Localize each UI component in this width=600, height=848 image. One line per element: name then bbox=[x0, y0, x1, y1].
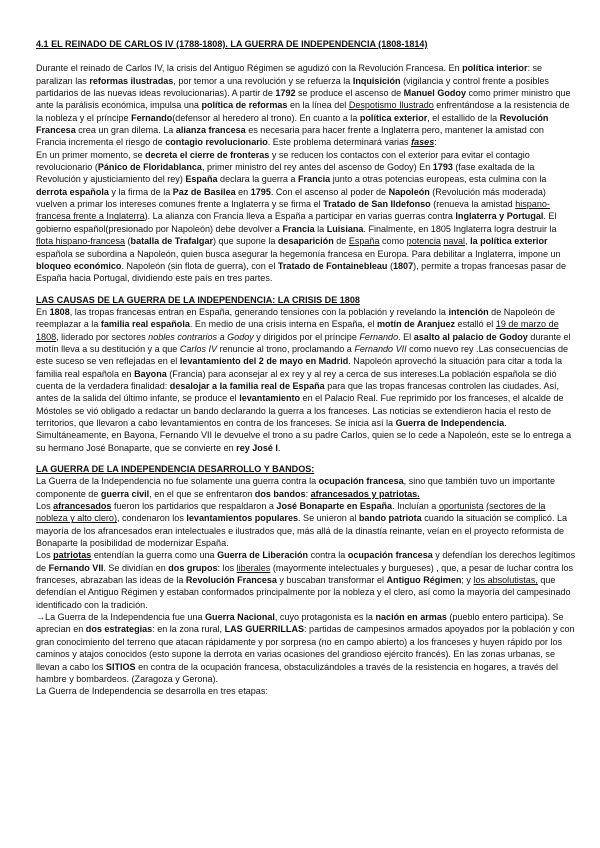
bold-term: política de reformas bbox=[201, 100, 288, 111]
text-run: es necesaria para hacer frente a Inglaterra pero, mantener la amistad con Francia incrementa el riesgo de bbox=[36, 125, 544, 148]
italic-term: nobles contrarios a Godoy bbox=[148, 331, 254, 342]
text-run: . Este problema determinará varias bbox=[267, 137, 412, 148]
text-run: , las tropas francesas entran en España, generando tensiones con la población y revelando la bbox=[69, 306, 449, 317]
bold-term: batalla de Trafalgar bbox=[130, 236, 214, 247]
bold-term: la política exterior bbox=[470, 236, 548, 247]
bold-term: levantamiento del 2 de mayo en Madrid bbox=[179, 356, 349, 367]
text-run: ( bbox=[387, 260, 393, 271]
bold-term: contagio revolucionario bbox=[165, 137, 268, 148]
underlined-term: hispano-francesa frente a Inglaterra bbox=[36, 199, 550, 222]
bold-term: Inglaterra y Portugal bbox=[455, 211, 544, 222]
text-run: . Simultáneamente, en Bayona, Fernando VII le devuelve el trono a su padre Carlos, quien se lo cede a Napoleón, este se lo entrega a su hermano José Bonaparte, que se convierte en bbox=[36, 417, 572, 453]
text-run: (vigilancia y control frente a posibles partidarios de las nuevas ideas revolucionarias). A partir de bbox=[36, 75, 549, 99]
bold-term: Guerra de Independencia bbox=[395, 417, 505, 428]
paragraph-tres-etapas bbox=[36, 685, 576, 697]
section-title-reinado-carlos-iv: 4.1 EL REINADO DE CARLOS IV (1788-1808). LA GUERRA DE INDEPENDENCIA (1808-1814) bbox=[36, 39, 428, 49]
underlined-term: (sectores de la nobleza y alto clero) bbox=[36, 501, 546, 524]
bold-term: Revolución Francesa bbox=[185, 575, 277, 586]
text-run: La Guerra de Independencia se desarrolla en tres etapas: bbox=[36, 686, 268, 697]
text-run: , por temor a una revolución y se refuerza la bbox=[173, 75, 353, 86]
text-run: . Incluían a bbox=[392, 501, 439, 512]
bold-term: dos grupos bbox=[168, 562, 218, 573]
paragraph-fases-politica-exterior bbox=[36, 149, 576, 285]
bold-term: decreta el cierre de fronteras bbox=[145, 149, 270, 160]
text-run: Durante el reinado de Carlos IV, la crisis del Antiguo Régimen se agudizó con la Revolución Francesa. En bbox=[36, 63, 463, 74]
bold-term: Guerra de Liberación bbox=[217, 550, 309, 561]
bold-term: Antiguo Régimen bbox=[386, 575, 462, 586]
bold-term: política interior bbox=[462, 63, 528, 74]
text-run: . Napoleón aprovechó la situación para citar a toda la familia real española en bbox=[36, 356, 563, 379]
bold-term: motín de Aranjuez bbox=[376, 319, 456, 330]
text-run: →La Guerra de la Independencia fue una bbox=[36, 612, 205, 623]
text-run: cuando la situación se complicó. La mayoría de los afrancesados eran intelectuales e ilustrados que, más allá de la dinastía reinante, veían en el proyecto reformista de Bonaparte la posibilidad de modernizar España. bbox=[36, 513, 568, 549]
bold-term: Guerra Nacional bbox=[205, 612, 275, 623]
text-run: , sino que también tuvo un importante componente de bbox=[36, 476, 556, 499]
text-run: . En medio de una crisis interna en España, el bbox=[189, 319, 377, 330]
text-run: . Se dividían en bbox=[103, 562, 169, 573]
text-run: crea un gran dilema. La bbox=[75, 125, 176, 136]
bold-term: 1808 bbox=[49, 306, 70, 317]
text-run: . El bbox=[398, 331, 414, 342]
bold-term: Francia bbox=[282, 223, 315, 234]
text-run: (renueva la amistad bbox=[430, 199, 516, 210]
bold-term: 1795 bbox=[250, 186, 271, 197]
text-run: como bbox=[379, 236, 407, 247]
text-run: Los bbox=[36, 550, 54, 561]
bold-term: Pánico de Floridablanca bbox=[97, 162, 202, 173]
underlined-term: oportunista bbox=[438, 501, 484, 512]
bold-term: Fernando VII bbox=[48, 562, 104, 573]
text-run: , cuyo protagonista es la bbox=[274, 612, 376, 623]
bold-term: Napoleón bbox=[388, 186, 430, 197]
text-run: que defendían el Antiguo Régimen y estaban conformados principalmente por la nobleza y el clero, así como la mayoría del campesinado identificado con la tradición. bbox=[36, 575, 571, 610]
text-run: entendían la guerra como una bbox=[91, 550, 218, 561]
text-run: en el Palacio Real. Fue reprimido por los franceses, el alcalde de Móstoles se vió obligado a redactar un bando declarando la guerra a los franceses. Las noticias se extendieron hacia el resto de territorios, que llevaron a cabo levantamientos en contra de los franceses. Se inicia así la bbox=[36, 393, 564, 428]
bold-term: rey José I bbox=[236, 442, 278, 453]
text-run: , el estallido de la bbox=[427, 112, 500, 123]
text-run: en contra de la ocupación francesa, obstaculizándoles a través de la resistencia en hogares, a través del hambre y bombardeos. (Zaragoza y Gerona). bbox=[36, 661, 559, 684]
paragraph-patriotas bbox=[36, 549, 576, 611]
text-run: fueron los partidarios que respaldaron a bbox=[111, 501, 277, 512]
text-run: de bbox=[333, 236, 349, 247]
text-run: renuncie al trono, proclamando a bbox=[217, 343, 355, 354]
bold-term: desalojar a la familia real de España bbox=[169, 380, 325, 391]
underlined-term: flota hispano-francesa bbox=[36, 236, 126, 247]
text-run: declara la guerra a bbox=[217, 174, 298, 185]
bold-term: Luisiana bbox=[326, 223, 364, 234]
text-run: la bbox=[314, 223, 327, 234]
text-run: , condenaron los bbox=[116, 513, 187, 524]
underlined-term: España bbox=[348, 236, 380, 247]
bold-term: Tratado de San Ildefonso bbox=[323, 199, 431, 210]
italic-term: Fernando bbox=[359, 331, 399, 342]
bold-term: derrota española bbox=[36, 186, 109, 197]
text-run: ( bbox=[125, 236, 131, 247]
text-run: . bbox=[277, 442, 281, 453]
text-run: , bbox=[465, 236, 471, 247]
text-run: . Se unieron al bbox=[298, 513, 359, 524]
underlined-term: 19 de marzo de 1808 bbox=[36, 319, 559, 342]
paragraph-politica-carlos-iv bbox=[36, 62, 576, 148]
bold-term: reformas ilustradas bbox=[89, 75, 174, 86]
paragraph-dos-bandos bbox=[36, 475, 576, 500]
bold-term: Bayona bbox=[134, 368, 167, 379]
section-title-desarrollo-bandos: LA GUERRA DE LA INDEPENDENCIA DESARROLLO Y BANDOS: bbox=[36, 464, 315, 474]
text-run: ), permite a tropas francesas pasar de España hacia Portugal, dividiendo este país en tres partes. bbox=[36, 260, 566, 284]
text-run: (Francia) para aconsejar al ex rey y al rey a cerca de sus intereses.La población española se dió cuenta de la verdadera finalidad: bbox=[36, 368, 557, 391]
bold-term: asalto al palacio de Godoy bbox=[413, 331, 528, 342]
bold-term: bando patriota bbox=[358, 513, 422, 524]
bold-term: alianza francesa bbox=[175, 125, 246, 136]
bold-term: ocupación francesa bbox=[318, 476, 404, 487]
section-title-causas-guerra: LAS CAUSAS DE LA GUERRA DE LA INDEPENDENCIA: LA CRISIS DE 1808 bbox=[36, 294, 360, 305]
text-run: En un primer momento, se bbox=[36, 149, 146, 160]
text-run: : en la zona rural, bbox=[152, 624, 225, 635]
paragraph-crisis-1808 bbox=[36, 306, 576, 454]
text-run: ). La alianza con Francia lleva a España a participar en varias guerras contra bbox=[144, 211, 456, 222]
text-run: se produce el ascenso de bbox=[295, 88, 404, 99]
text-run: estalló el bbox=[455, 319, 496, 330]
text-run: como primer ministro que ante la parálisis económica, impulsa una bbox=[36, 88, 571, 111]
paragraph-afrancesados bbox=[36, 500, 576, 549]
bold-term: levantamientos populares bbox=[186, 513, 299, 524]
underlined-term: Despotismo Ilustrado bbox=[348, 100, 434, 111]
bold-term: España bbox=[185, 174, 218, 185]
bold-term: 1792 bbox=[275, 88, 296, 99]
text-run: y la firma de la bbox=[108, 186, 173, 197]
text-run: (fase exaltada de la Revolución y ajusticiamiento del rey) bbox=[36, 162, 535, 185]
text-run: en la línea del bbox=[287, 100, 349, 111]
text-run: . El gobierno español(presionado por Napoleón) debe devolver a bbox=[36, 211, 557, 234]
bold-term: Francia bbox=[298, 174, 331, 185]
text-run: : los bbox=[217, 562, 237, 573]
text-run: y se reducen los contactos con el exterior para evitar el contagio revolucionario ( bbox=[36, 149, 530, 173]
paragraph-guerra-nacional bbox=[36, 611, 576, 685]
bold-underlined-term: afrancesados y patriotas. bbox=[310, 488, 420, 499]
bold-underlined-term: afrancesados bbox=[53, 501, 112, 512]
text-run: , en el que se enfrentaron bbox=[149, 488, 255, 499]
bold-term: José Bonaparte en España bbox=[276, 501, 393, 512]
text-run: y defendían los derechos legítimos de bbox=[36, 550, 576, 573]
text-run: como nuevo rey .Las consecuencias de este suceso se ven reflejadas en el bbox=[36, 343, 569, 367]
underlined-term: liberales bbox=[236, 562, 271, 573]
text-run: ) que supone la bbox=[213, 236, 278, 247]
text-run: : bbox=[305, 488, 311, 499]
bold-term: ocupación francesa bbox=[347, 550, 433, 561]
bold-term: política exterior bbox=[359, 112, 428, 123]
text-run: y dirigidos por el príncipe bbox=[253, 331, 360, 342]
bold-term: intención bbox=[448, 306, 489, 317]
bold-term: LAS GUERRILLAS bbox=[224, 624, 305, 635]
bold-term: nación en armas bbox=[375, 612, 447, 623]
document-page bbox=[36, 38, 576, 698]
bold-underlined-term: patriotas bbox=[53, 550, 92, 561]
bold-term: Manuel Godoy bbox=[403, 88, 466, 99]
bold-term: levantamiento bbox=[239, 393, 301, 404]
bold-term: 1793 bbox=[432, 162, 453, 173]
text-run: de Napoleón de reemplazar a la bbox=[36, 306, 556, 330]
bold-term: Inquisición bbox=[352, 75, 401, 86]
text-run: en bbox=[235, 186, 251, 197]
text-run: : bbox=[434, 137, 437, 148]
text-run: . Finalmente, en 1805 Inglaterra logra destruir la bbox=[363, 223, 557, 234]
text-run: (Revolución más moderada) vuelven a primar los intereses comunes frente a Inglaterra y se firma el bbox=[36, 186, 546, 210]
bold-underlined-term: fases bbox=[411, 137, 435, 148]
bold-term: desaparición bbox=[277, 236, 334, 247]
text-run: , primer ministro del rey antes del ascenso de Godoy) En bbox=[201, 162, 433, 173]
text-run: contra la bbox=[308, 550, 348, 561]
text-run: (pueblo entero participa). Se aprecian en bbox=[36, 612, 564, 635]
text-run: En bbox=[36, 306, 50, 317]
text-run: La Guerra de la Independencia no fue solamente una guerra contra la bbox=[36, 476, 319, 487]
bold-term: dos bandos bbox=[254, 488, 306, 499]
italic-term: Carlos IV bbox=[179, 343, 218, 354]
text-run: : se paralizan las bbox=[36, 63, 543, 86]
bold-term: familia real española bbox=[100, 319, 190, 330]
bold-term: bloqueo económico bbox=[36, 260, 122, 271]
bold-term: Fernando bbox=[131, 112, 173, 123]
bold-term: guerra civil bbox=[100, 488, 150, 499]
text-run: (defensor al heredero al trono). En cuanto a la bbox=[172, 112, 360, 123]
text-run: . Napoleón (sin flota de guerra), con el bbox=[121, 260, 278, 271]
text-run: : partidas de campesinos armados apoyados por la población y con gran conocimiento del terreno que atacan rápidamente y por sorpresa (no en campo abierto) a los franceses y huyen rápido por los caminos y atajos conocidos (esto supone la derrota en varias ocasiones del grandioso ejército francés). En las zonas urbanas, se llevan a cabo los bbox=[36, 624, 575, 672]
text-run: ; y bbox=[461, 575, 474, 586]
underlined-term: los absolutistas, bbox=[473, 575, 538, 586]
bold-term: SITIOS bbox=[105, 661, 136, 672]
text-run: durante el motín lleva a su destitución y a que bbox=[36, 331, 571, 354]
bold-term: 1807 bbox=[392, 260, 414, 271]
text-run: , liderado por sectores bbox=[56, 331, 149, 342]
text-run: junto a otras potencias europeas, esta culmina con la bbox=[330, 174, 547, 185]
text-run: enfrentándose a la resistencia de la nobleza y el príncipe bbox=[36, 100, 570, 123]
bold-term: Paz de Basilea bbox=[172, 186, 236, 197]
text-run: para que las tropas francesas controlen las ciudades. Así, antes de la salida del último infante, se produce el bbox=[36, 380, 560, 404]
bold-term: Tratado de Fontainebleau bbox=[277, 260, 388, 271]
text-run: (mayormente intelectuales y burgueses) , que, a pesar de luchar contra los franceses, abrazaban las ideas de la bbox=[36, 562, 574, 586]
underlined-term: naval bbox=[443, 236, 466, 247]
italic-term: Fernando VII bbox=[354, 343, 407, 354]
text-run: y buscaban transformar el bbox=[276, 575, 387, 586]
text-run: española se subordina a Napoleón, quien busca asegurar la hegemonía francesa en Europa. Para debilitar a Inglaterra, impone un bbox=[36, 248, 561, 259]
underlined-term: potencia bbox=[406, 236, 441, 247]
text-run: . Con el ascenso al poder de bbox=[270, 186, 389, 197]
bold-term: Revolución Francesa bbox=[36, 112, 549, 136]
bold-term: dos estrategias bbox=[85, 624, 153, 635]
text-run: Los bbox=[36, 501, 54, 512]
